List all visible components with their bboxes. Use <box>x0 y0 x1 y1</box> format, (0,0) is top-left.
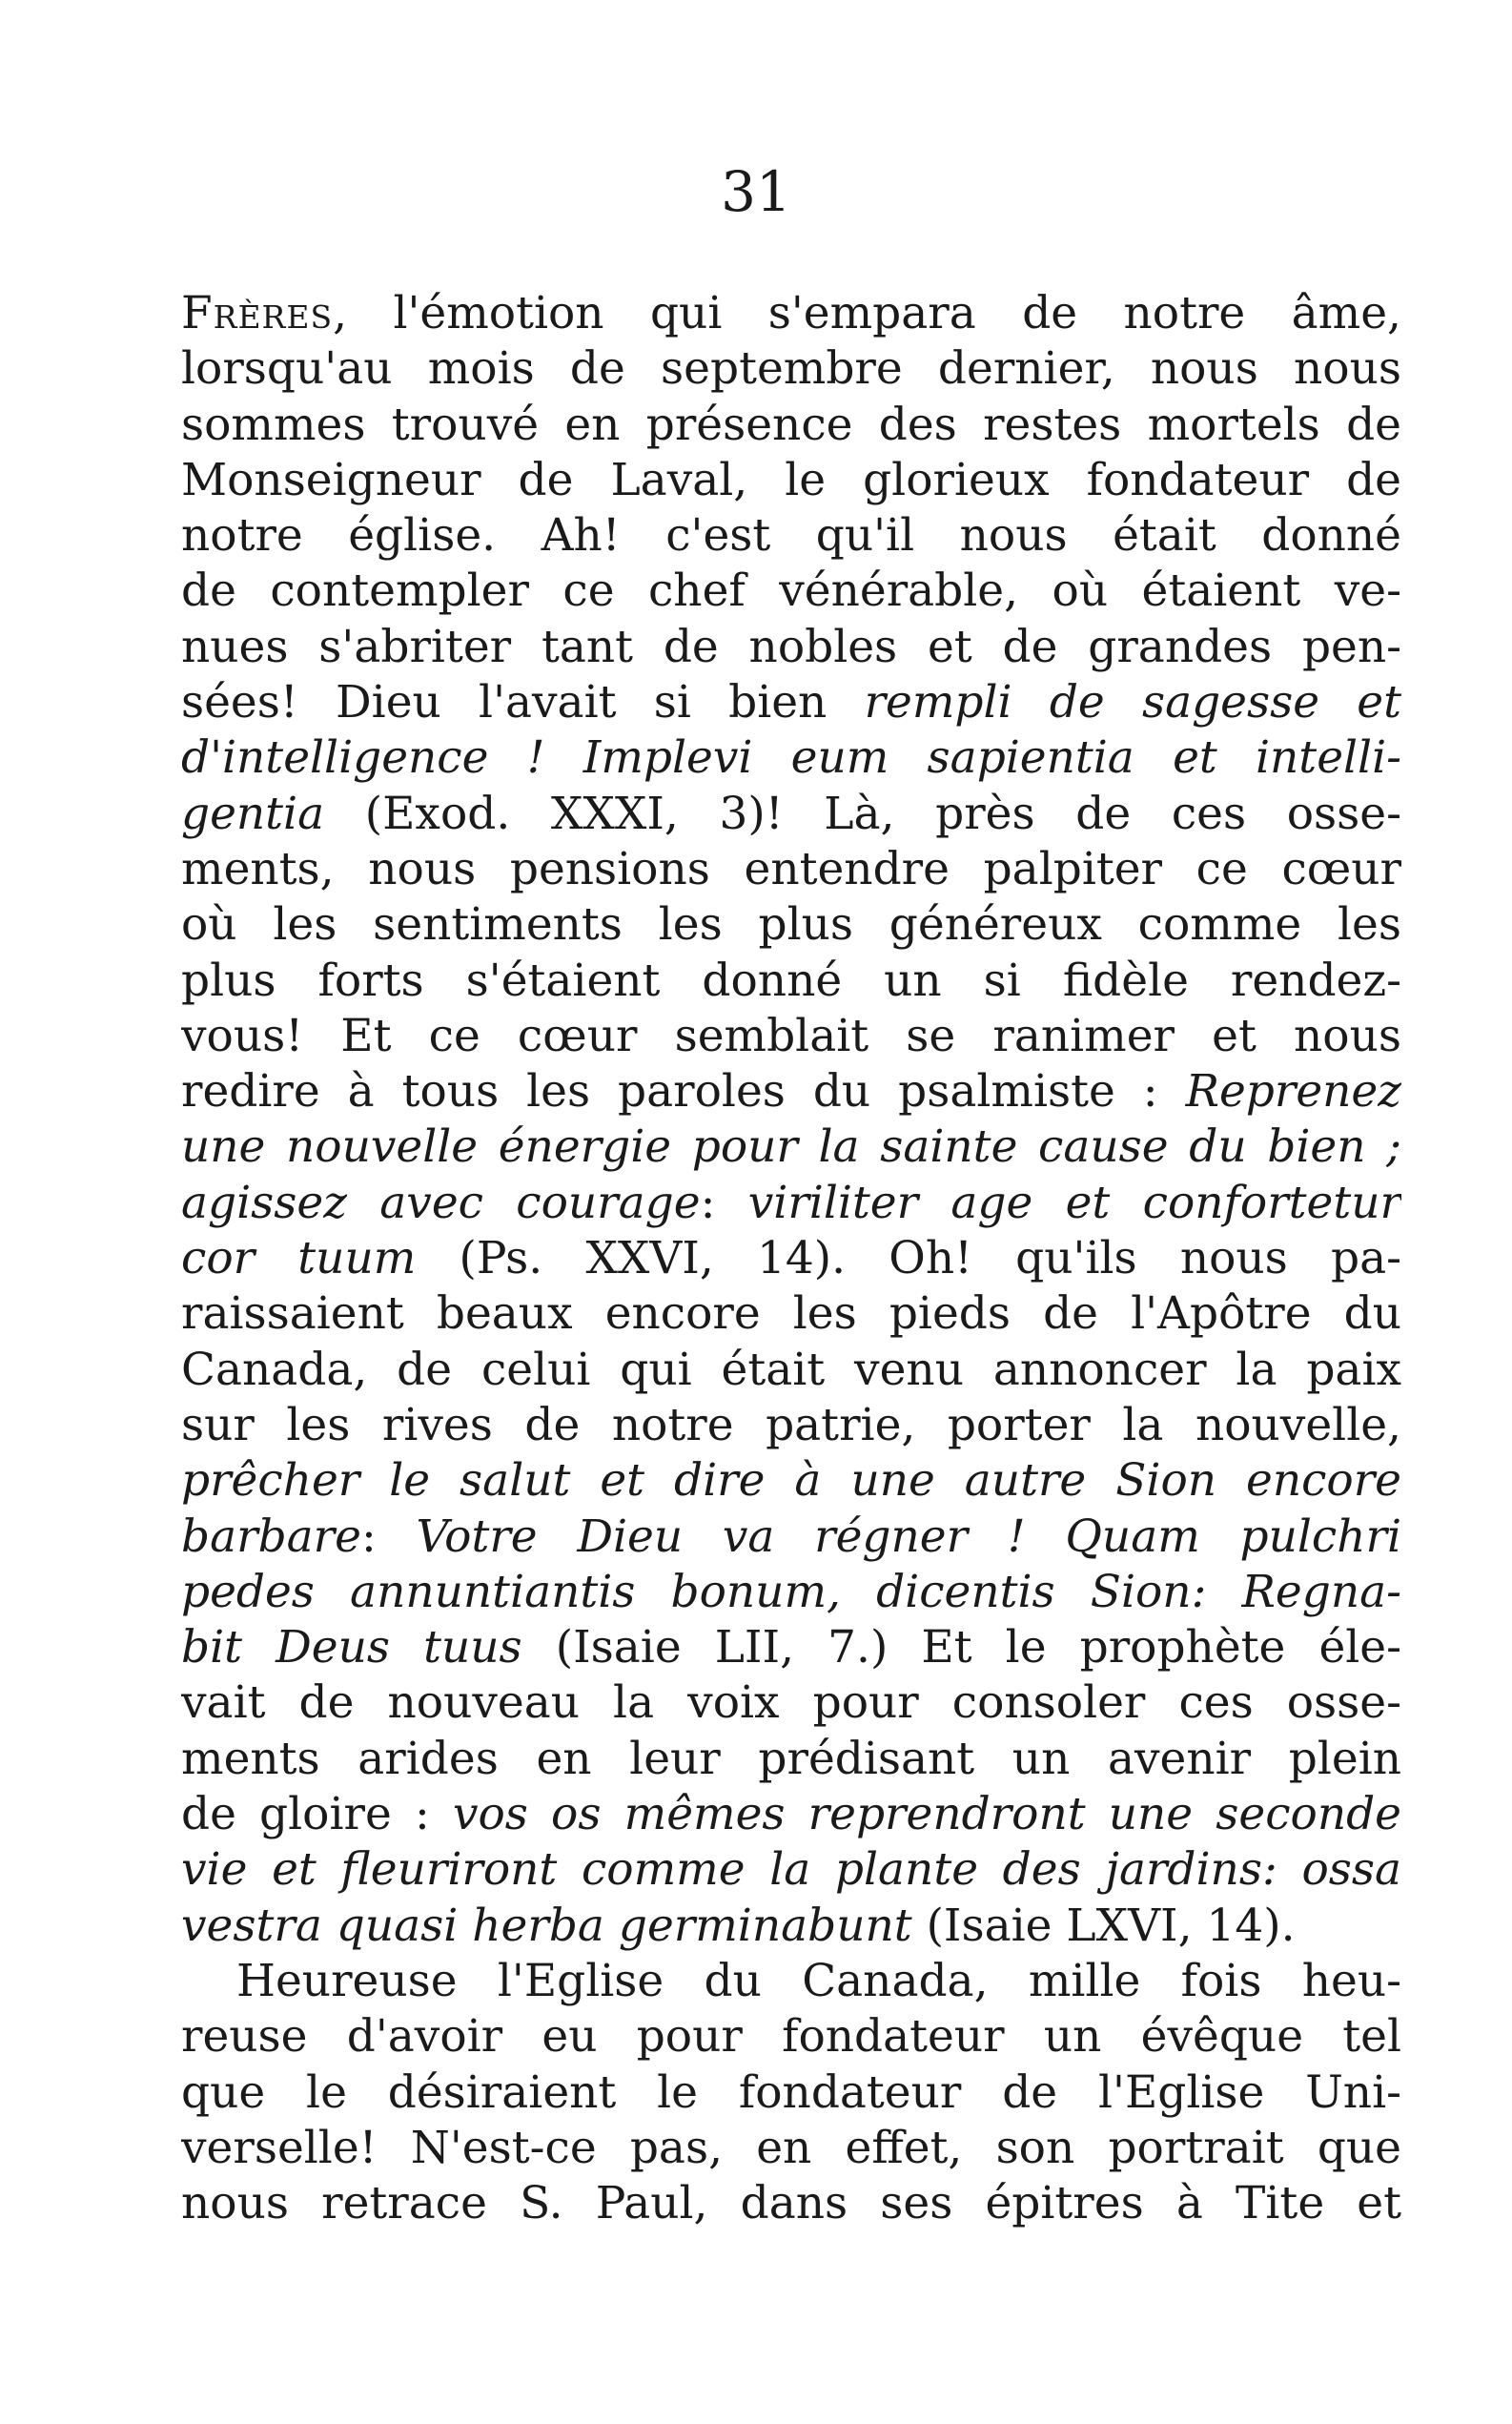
text-segment: redire à tous les paroles du psalmiste : <box>181 1065 1186 1119</box>
text-segment: notre église. Ah! c'est qu'il nous était donné <box>181 509 1401 563</box>
italic-text: vie et fleuriront comme la plante des jardins: ossa <box>181 1843 1401 1897</box>
text-segment: vous! Et ce cœur semblait se ranimer et nous <box>181 1009 1401 1062</box>
text-line <box>181 398 1401 453</box>
text-segment: de gloire : <box>181 1788 453 1841</box>
text-line <box>181 1675 1401 1731</box>
text-segment: que le désiraient le fondateur de l'Eglise Uni- <box>181 2065 1401 2119</box>
text-line <box>181 842 1401 897</box>
text-line <box>181 1231 1401 1286</box>
italic-text: rempli de sagesse et <box>864 676 1401 729</box>
text-line <box>181 453 1401 508</box>
italic-text: agissez avec courage <box>181 1176 701 1229</box>
text-segment: (Isaie LXVI, 14). <box>911 1899 1296 1952</box>
text-segment: Frères <box>181 287 334 339</box>
text-segment: ments arides en leur prédisant un avenir plein <box>181 1732 1401 1785</box>
text-line <box>181 1954 1401 2009</box>
italic-text: Votre Dieu va régner ! Quam pulchri <box>416 1510 1401 1563</box>
text-line <box>181 2176 1401 2231</box>
text-line <box>181 2065 1401 2121</box>
body-text <box>181 286 1401 2231</box>
text-line <box>181 1510 1401 1565</box>
text-segment: verselle! N'est-ce pas, en effet, son portrait que <box>181 2121 1401 2174</box>
italic-text: vos os mêmes reprendront une seconde <box>452 1788 1401 1841</box>
italic-text: vestra quasi herba germinabunt <box>181 1899 912 1952</box>
text-segment: lorsqu'au mois de septembre dernier, nous nous <box>181 342 1401 396</box>
italic-text: barbare <box>181 1510 361 1563</box>
text-line <box>181 2121 1401 2176</box>
italic-text: pedes annuntiantis bonum, dicentis Sion: Regna- <box>181 1565 1401 1618</box>
text-line <box>181 286 1401 341</box>
text-line <box>181 897 1401 953</box>
italic-text: viriliter age et confortetur <box>747 1176 1401 1229</box>
text-segment: nues s'abriter tant de nobles et de grandes pen- <box>181 620 1401 673</box>
text-line <box>181 1286 1401 1342</box>
italic-text: cor tuum <box>181 1232 417 1285</box>
text-line <box>181 1620 1401 1675</box>
text-segment: sommes trouvé en présence des restes mortels de <box>181 398 1401 451</box>
text-line <box>181 1120 1401 1175</box>
text-line <box>181 675 1401 730</box>
text-segment: (Ps. XXVI, 14). Oh! qu'ils nous pa- <box>416 1232 1401 1285</box>
text-segment: raissaient beaux encore les pieds de l'Apôtre du <box>181 1287 1401 1341</box>
italic-text: une nouvelle énergie pour la sainte cause du bien ; <box>181 1120 1401 1174</box>
text-line <box>181 1064 1401 1120</box>
text-line <box>181 1899 1401 1954</box>
text-segment: vait de nouveau la voix pour consoler ces osse- <box>181 1676 1401 1730</box>
italic-text: Reprenez <box>1185 1065 1401 1119</box>
text-line <box>181 787 1401 842</box>
text-line <box>181 1842 1401 1898</box>
text-segment: sées! Dieu l'avait si bien <box>181 676 865 729</box>
italic-text: gentia <box>181 787 325 840</box>
text-segment: Canada, de celui qui était venu annoncer la paix <box>181 1343 1401 1396</box>
text-segment: , l'émotion qui s'empara de notre âme, <box>333 287 1401 339</box>
text-segment: : <box>700 1176 748 1229</box>
text-line <box>181 1787 1401 1842</box>
italic-text: bit Deus tuus <box>181 1621 522 1674</box>
text-line <box>181 1398 1401 1453</box>
text-line <box>181 620 1401 675</box>
text-line <box>181 2009 1401 2065</box>
italic-text: prêcher le salut et dire à une autre Sion encore <box>181 1454 1401 1508</box>
text-segment: sur les rives de notre patrie, porter la nouvelle, <box>181 1398 1401 1451</box>
text-line <box>181 1565 1401 1620</box>
text-line <box>181 508 1401 564</box>
text-line <box>181 730 1401 786</box>
text-line <box>181 564 1401 619</box>
text-segment: (Isaie LII, 7.) Et le prophète éle- <box>521 1621 1401 1674</box>
text-segment: reuse d'avoir eu pour fondateur un évêque tel <box>181 2010 1401 2064</box>
text-line <box>181 1176 1401 1231</box>
text-segment: ments, nous pensions entendre palpiter ce cœur <box>181 842 1401 895</box>
text-segment: nous retrace S. Paul, dans ses épitres à Tite et <box>181 2177 1401 2230</box>
text-segment: Heureuse l'Eglise du Canada, mille fois heu- <box>236 1954 1401 2007</box>
text-segment: Monseigneur de Laval, le glorieux fondateur de <box>181 453 1401 506</box>
page-number: 31 <box>721 159 791 224</box>
text-line <box>181 1732 1401 1787</box>
text-line <box>181 341 1401 397</box>
text-line <box>181 1453 1401 1509</box>
text-segment: plus forts s'étaient donné un si fidèle rendez- <box>181 954 1401 1007</box>
text-segment: (Exod. XXXI, 3)! Là, près de ces osse- <box>324 787 1401 840</box>
text-line <box>181 954 1401 1009</box>
text-segment: de contempler ce chef vénérable, où étaient ve- <box>181 565 1401 618</box>
italic-text: d'intelligence ! Implevi eum sapientia et intelli- <box>181 731 1401 785</box>
text-segment: où les sentiments les plus généreux comme les <box>181 898 1401 952</box>
text-segment: : <box>360 1510 417 1563</box>
text-line <box>181 1343 1401 1398</box>
text-line <box>181 1009 1401 1064</box>
